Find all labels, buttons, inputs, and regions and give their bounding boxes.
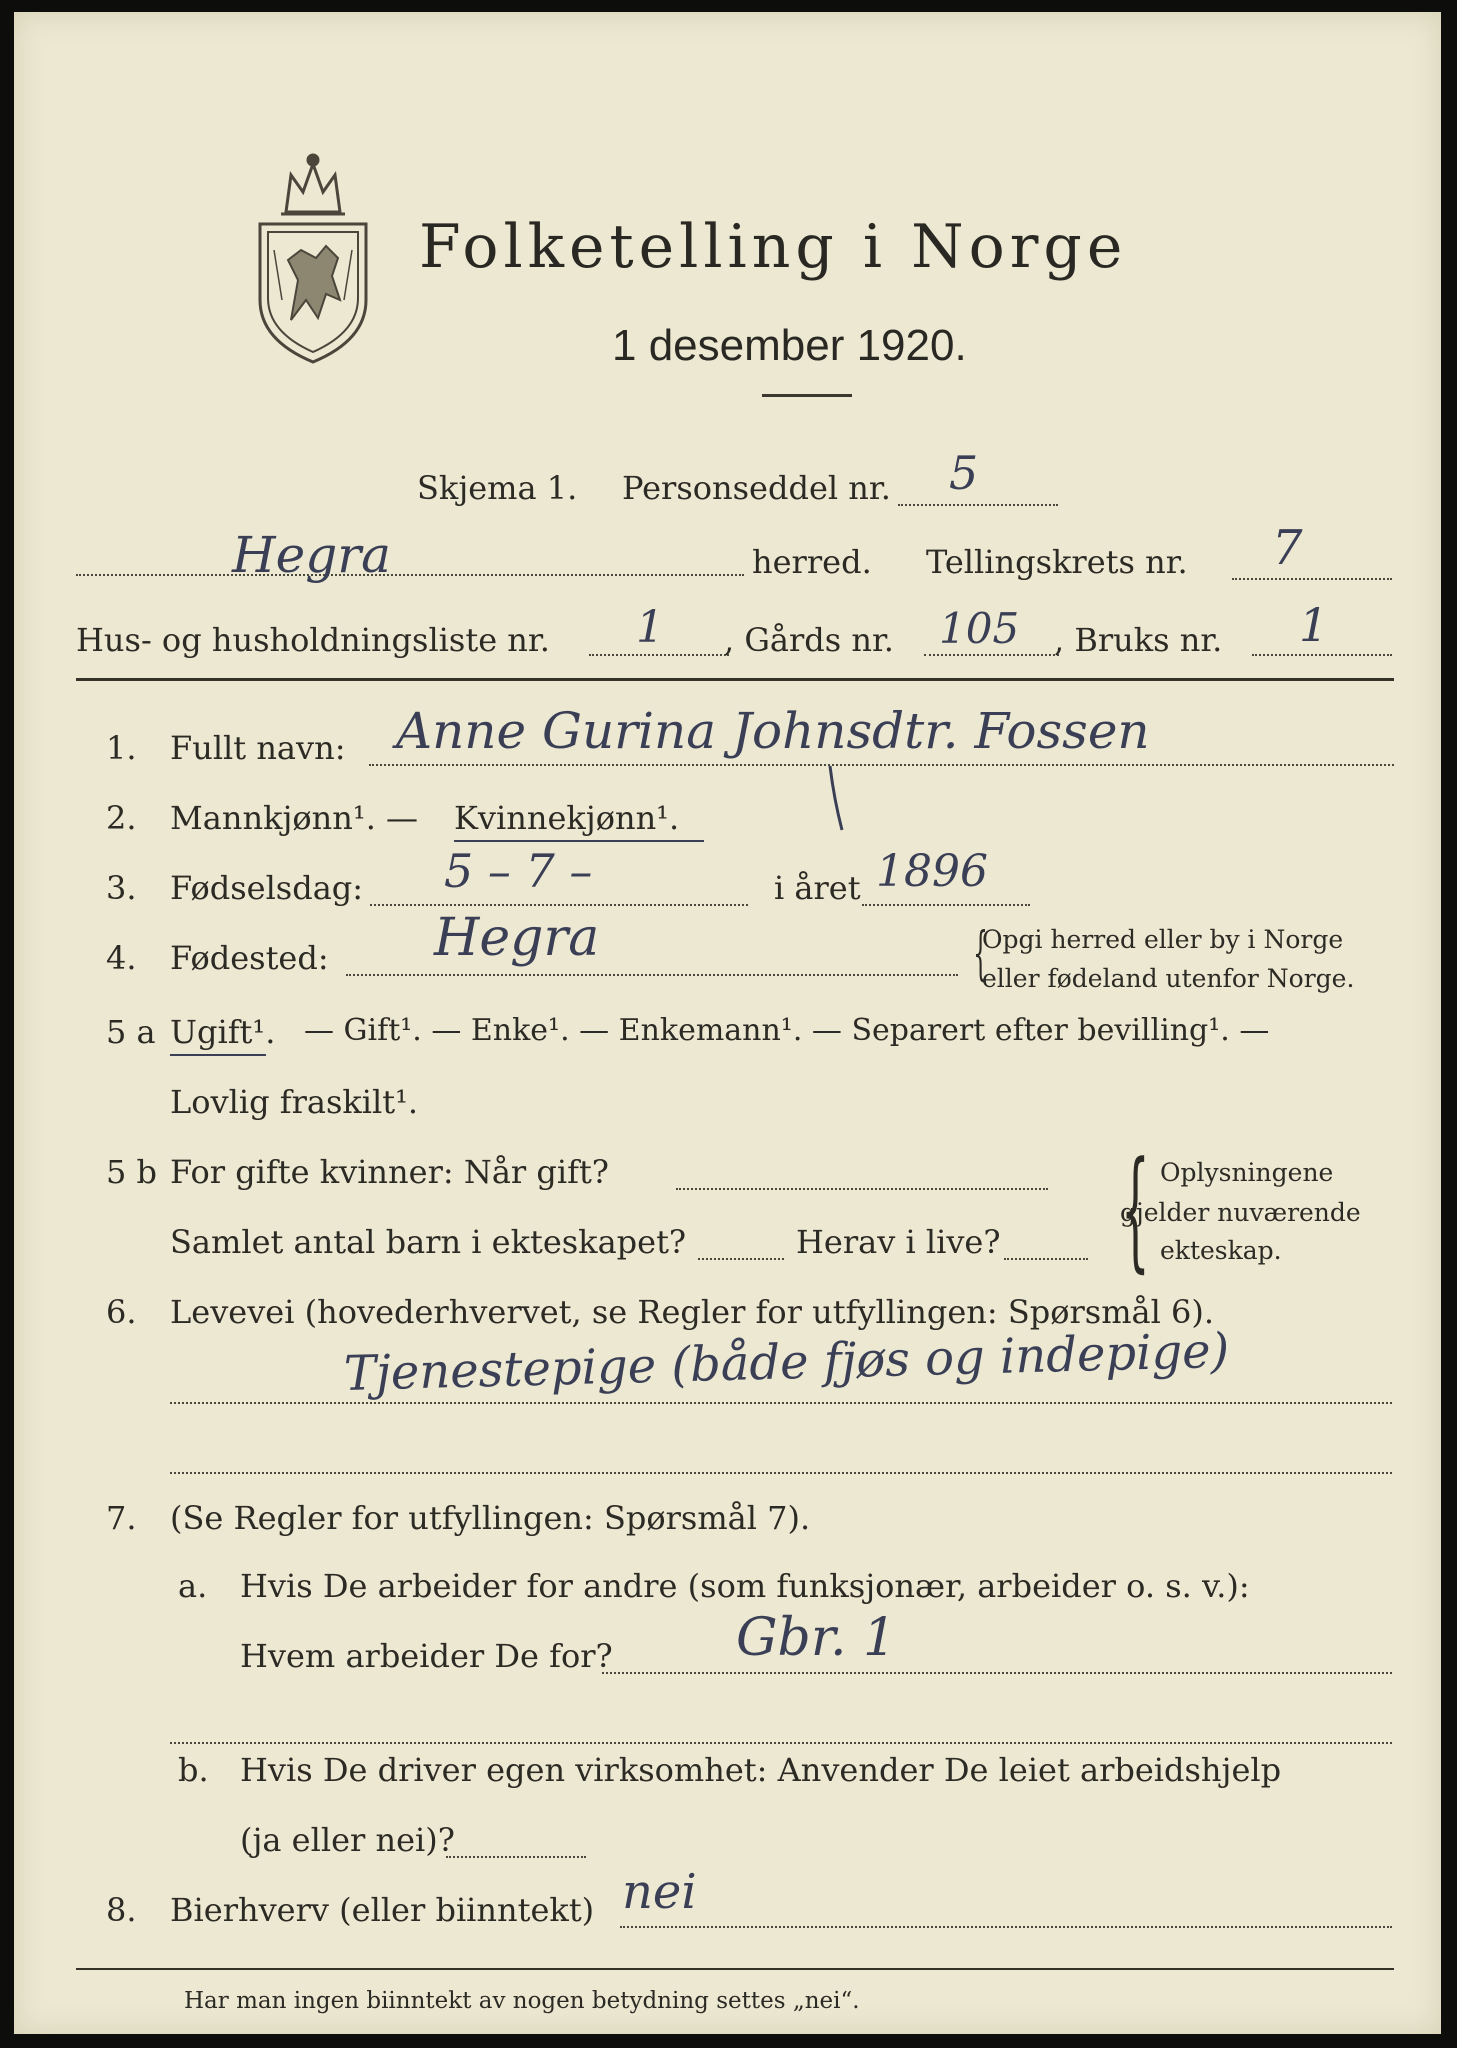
q7b-label: Hvis De driver egen virksomhet: Anvender De leiet arbeidshjelp (240, 1751, 1282, 1789)
q7a-label: Hvis De arbeider for andre (som funksjonær, arbeider o. s. v.): (240, 1567, 1250, 1605)
q2-number: 2. (106, 799, 137, 837)
q7a-letter: a. (178, 1567, 208, 1605)
coat-of-arms-emblem (246, 150, 381, 370)
section-divider (76, 678, 1394, 681)
occupation: Tjenestepige (både fjøs og indepige) (343, 1322, 1230, 1402)
q4-note-line1: Opgi herred eller by i Norge (982, 925, 1344, 954)
herred-name: Hegra (232, 526, 391, 584)
census-form (14, 12, 1441, 2034)
q5b-note-line1: Oplysningene (1160, 1158, 1334, 1187)
q5b-married-label: For gifte kvinner: Når gift? (170, 1153, 609, 1191)
title-divider (762, 394, 852, 397)
q7a-line (602, 1672, 1392, 1674)
tellingskrets-line (1232, 578, 1392, 580)
q7b-letter: b. (178, 1751, 209, 1789)
tellingskrets-nr: 7 (1272, 520, 1303, 576)
husliste-nr: 1 (636, 602, 664, 653)
bruks-label: , Bruks nr. (1054, 621, 1223, 659)
full-name: Anne Gurina Johnsdtr. Fossen (396, 702, 1150, 760)
q5b-married-line (676, 1188, 1048, 1190)
tellingskrets-label: Tellingskrets nr. (926, 543, 1188, 581)
bruks-nr: 1 (1299, 598, 1329, 652)
q3-label: Fødselsdag: (170, 869, 364, 907)
q4-note-line2: eller fødeland utenfor Norge. (982, 964, 1355, 993)
q7-number: 7. (106, 1499, 137, 1537)
q1-line (369, 764, 1394, 766)
q3-year-line (862, 904, 1030, 906)
gards-line (924, 654, 1059, 656)
herred-line (76, 574, 744, 576)
q1-number: 1. (106, 729, 137, 767)
schema-label: Skjema 1. (417, 469, 578, 507)
q1-label: Fullt navn: (170, 729, 346, 767)
q5b-children-line (698, 1258, 784, 1260)
q7b-line (446, 1856, 586, 1858)
q8-label: Bierhverv (eller biinntekt) (170, 1891, 595, 1929)
personseddel-line (898, 504, 1058, 506)
q6-line1 (170, 1402, 1392, 1404)
q2-female-underline (454, 840, 704, 842)
q5a-unmarried-underline (170, 1054, 266, 1056)
personseddel-nr: 5 (949, 446, 979, 500)
birthplace: Hegra (434, 908, 600, 968)
husliste-line (589, 654, 729, 656)
q4-number: 4. (106, 939, 137, 977)
q7-label: (Se Regler for utfyllingen: Spørsmål 7). (170, 1499, 811, 1537)
gards-label: , Gårds nr. (724, 621, 894, 659)
q5b-number: 5 b (106, 1153, 158, 1191)
q2-checkmark (822, 764, 862, 834)
q7b-question: (ja eller nei)? (240, 1821, 455, 1859)
q4-label: Fødested: (170, 939, 329, 977)
q5a-divorced-option: Lovlig fraskilt¹. (170, 1083, 419, 1121)
census-date: 1 desember 1920. (612, 321, 967, 370)
q6-line2 (170, 1472, 1392, 1474)
q5b-children-label: Samlet antal barn i ekteskapet? (170, 1223, 687, 1261)
side-income: nei (622, 1864, 697, 1920)
q5a-unmarried-option: Ugift¹. (170, 1013, 276, 1051)
q5a-other-options: — Gift¹. — Enke¹. — Enkemann¹. — Separert efter bevilling¹. — (304, 1013, 1270, 1048)
q2-female-option: Kvinnekjønn¹. (454, 799, 680, 837)
footer-note: Har man ingen biinntekt av nogen betydning settes „nei“. (184, 1988, 860, 2014)
q2-male-option: Mannkjønn¹. — (170, 799, 419, 837)
q8-line (620, 1926, 1392, 1928)
q6-label: Levevei (hovederhvervet, se Regler for utfyllingen: Spørsmål 6). (170, 1293, 1215, 1331)
husliste-label: Hus- og husholdningsliste nr. (76, 621, 550, 659)
q5b-note-line3: ekteskap. (1160, 1236, 1282, 1265)
q5b-alive-label: Herav i live? (796, 1223, 1001, 1261)
q8-number: 8. (106, 1891, 137, 1929)
employer: Gbr. 1 (736, 1608, 897, 1668)
herred-label: herred. (752, 543, 872, 581)
personseddel-label: Personseddel nr. (622, 469, 891, 507)
birth-year: 1896 (876, 846, 988, 897)
q5a-number: 5 a (106, 1013, 156, 1051)
q3-number: 3. (106, 869, 137, 907)
q6-number: 6. (106, 1293, 137, 1331)
q3-line (370, 904, 748, 906)
q5b-alive-line (1004, 1258, 1088, 1260)
q7a-line2 (170, 1742, 1392, 1744)
birth-date: 5 – 7 – (444, 844, 593, 898)
bruks-line (1252, 654, 1392, 656)
form-title: Folketelling i Norge (419, 212, 1128, 282)
footer-divider (76, 1968, 1394, 1970)
q5b-brace: { (1120, 1133, 1150, 1285)
gards-nr: 105 (939, 604, 1020, 653)
q7a-question: Hvem arbeider De for? (240, 1637, 613, 1675)
q3-year-label: i året (774, 869, 861, 907)
q5b-note-line2: gjelder nuværende (1120, 1198, 1361, 1227)
q4-line (346, 974, 958, 976)
q4-brace: { (973, 919, 988, 987)
